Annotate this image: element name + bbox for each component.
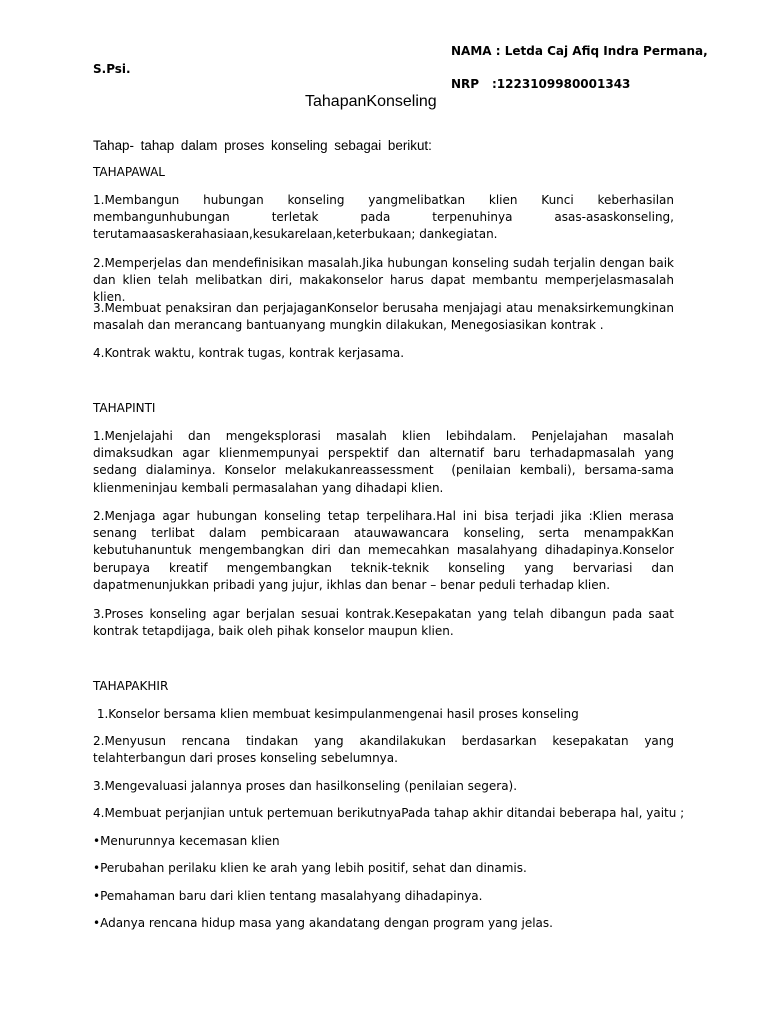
paragraph-awal-1: 1.Membangun hubungan konseling yangmelibatkan klien Kunci keberhasilan membangunhubungan terletak pada terpenuhinya asas-asaskonseling, terutamaasaskerahasiaan,kesukarelaan,keterbukaan; dankegiatan. [93,193,674,242]
intro-text: Tahap- tahap dalam proses konseling sebagai berikut: [93,138,432,153]
bullet-item: •Pemahaman baru dari klien tentang masalahyang dihadapinya. [93,889,483,903]
section-heading-awal: TAHAPAWAL [93,165,165,179]
paragraph-akhir-3: 3.Mengevaluasi jalannya proses dan hasilkonseling (penilaian segera). [93,779,518,793]
nrp-label: NRP [451,77,480,91]
bullet-item: •Menurunnya kecemasan klien [93,834,280,848]
paragraph-akhir-1: 1.Konselor bersama klien membuat kesimpulanmengenai hasil proses konseling [93,707,579,721]
section-heading-inti: TAHAPINTI [93,401,156,415]
nrp-value: :1223109980001343 [492,77,631,91]
section-heading-akhir: TAHAPAKHIR [93,679,169,693]
paragraph-akhir-4: 4.Membuat perjanjian untuk pertemuan berikutnyaPada tahap akhir ditandai beberapa hal, yaitu ; [93,806,685,820]
paragraph-awal-2: 2.Memperjelas dan mendefinisikan masalah.Jika hubungan konseling sudah terjalin dengan baik dan klien telah melibatkan diri, makakonselor harus dapat membantu memperjelasmasalah klien. [93,256,674,305]
paragraph-awal-3: 3.Membuat penaksiran dan perjajaganKonselor berusaha menjajagi atau menaksirkemungkinan masalah dan merancang bantuanyang mungkin dilakukan, Menegosiasikan kontrak . [93,301,674,333]
paragraph-inti-2: 2.Menjaga agar hubungan konseling tetap terpelihara.Hal ini bisa terjadi jika :Klien merasa senang terlibat dalam pembicaraan atauwawancara konseling, serta menampakKan kebutuhanuntuk mengembangkan diri dan memecahkan masalahyang dihadapinya.Konselor berupaya kreatif mengembangkan teknik-teknik konseling yang bervariasi dan dapatmenunjukkan pribadi yang jujur, ikhlas dan benar – benar peduli terhadap klien. [93,509,674,592]
bullet-item: •Perubahan perilaku klien ke arah yang lebih positif, sehat dan dinamis. [93,861,527,875]
degree-line: S.Psi. [93,62,131,76]
name-line: NAMA : Letda Caj Afiq Indra Permana, [451,44,708,58]
bullet-item: •Adanya rencana hidup masa yang akandatang dengan program yang jelas. [93,916,553,930]
paragraph-inti-1: 1.Menjelajahi dan mengeksplorasi masalah klien lebihdalam. Penjelajahan masalah dimaksudkan agar klienmempunyai perspektif dan alternatif baru terhadapmasalah yang sedang dialaminya. Konselor melakukanreassessment (penilaian kembali), bersama-sama klienmeninjau kembali permasalahan yang dihadapi klien. [93,429,678,495]
paragraph-akhir-2: 2.Menyusun rencana tindakan yang akandilakukan berdasarkan kesepakatan yang telahterbangun dari proses konseling sebelumnya. [93,734,674,766]
document-title: TahapanKonseling [305,93,437,110]
paragraph-awal-4: 4.Kontrak waktu, kontrak tugas, kontrak kerjasama. [93,346,405,360]
paragraph-inti-3: 3.Proses konseling agar berjalan sesuai kontrak.Kesepakatan yang telah dibangun pada saat kontrak tetapdijaga, baik oleh pihak konselor maupun klien. [93,607,674,639]
